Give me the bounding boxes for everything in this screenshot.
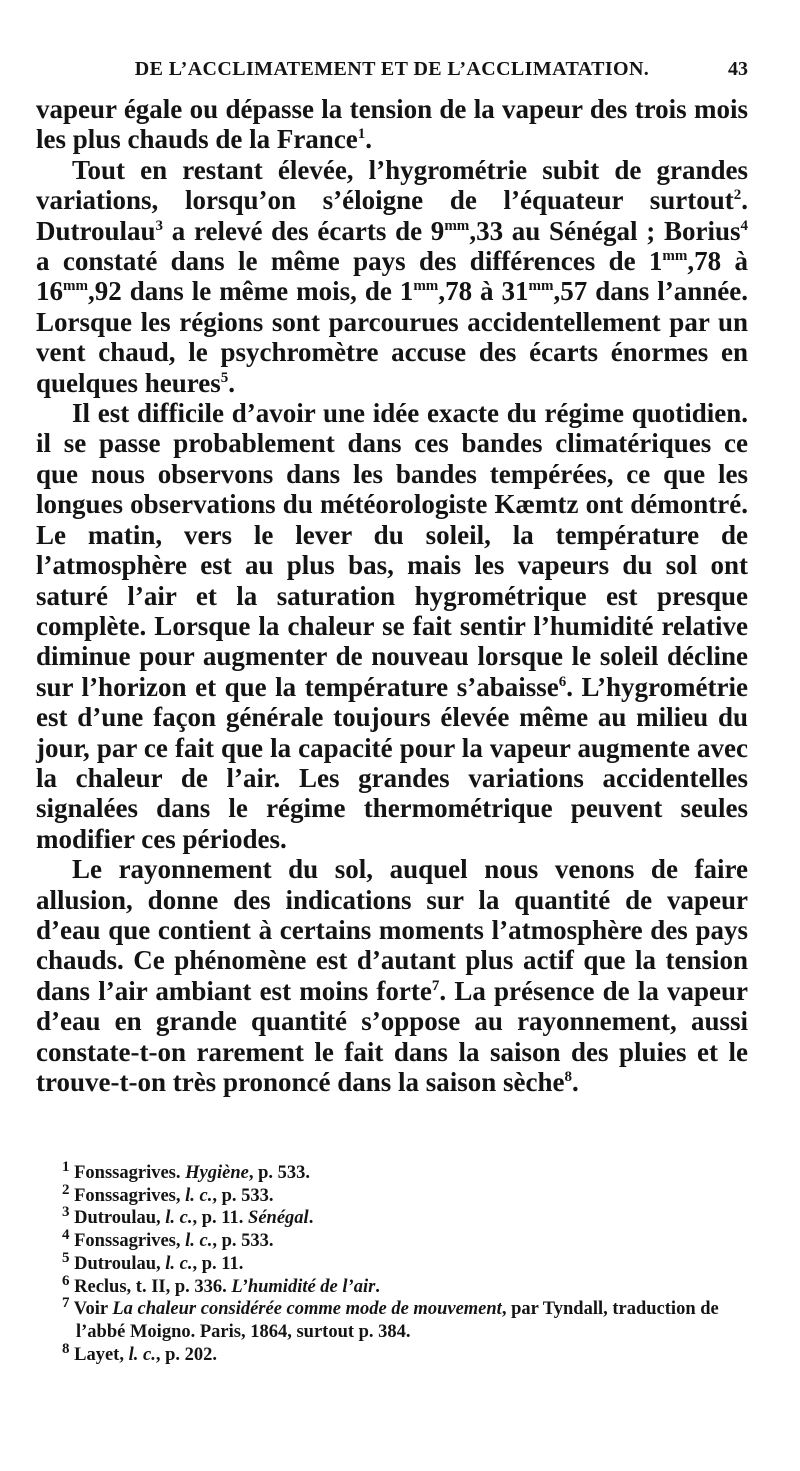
text-run: Il est difficile d’avoir une idée exacte du régime quotidien. il se passe probablement dans ces bandes climatériques ce que nous observons dans les bandes tempérées, ce que les longues observations du météorologiste Kæmtz ont démontré. Le matin, vers le lever du soleil, la température de l’atmosphère est au plus bas, mais les vapeurs du sol ont saturé l’air et la saturation hygrométrique est presque complète. Lorsque la chaleur se fait sentir l’humidité relative diminue pour augmenter de nouveau lorsque le soleil décline sur l’horizon et que la température s’abaisse	[36, 398, 748, 702]
footnote	[36, 1226, 748, 1253]
text-run: Le rayonnement du sol, auquel nous venons de faire allusion, donne des indications sur la quantité de vapeur d’eau que contient à certains moments l’atmosphère des pays chauds. Ce phénomène est d’autant plus actif que la tension dans l’air ambiant est moins forte	[36, 854, 748, 1006]
footnote	[36, 1340, 748, 1367]
paragraph	[36, 94, 748, 155]
text-run: Reclus, t. II, p. 336.	[69, 1276, 232, 1297]
text-run: , p. 533.	[212, 1231, 274, 1252]
paragraph	[36, 155, 748, 398]
italic-text: l. c.	[128, 1344, 156, 1365]
main-text	[36, 94, 748, 1097]
text-run: .	[572, 1067, 579, 1097]
footnote-marker: 7	[431, 977, 440, 994]
text-run: Fonssagrives,	[69, 1185, 186, 1206]
italic-text: Sénégal	[248, 1208, 309, 1229]
footnote-marker: 1	[357, 126, 366, 143]
footnote-marker: 3	[62, 1204, 70, 1221]
running-header	[36, 58, 748, 88]
footnote-marker: mm	[662, 248, 688, 265]
footnotes	[36, 1158, 748, 1366]
text-run: Fonssagrives.	[69, 1163, 186, 1183]
footnote-marker: 2	[62, 1181, 70, 1198]
footnote-marker: 5	[220, 369, 229, 386]
footnote-marker: mm	[413, 278, 439, 295]
text-run: .	[228, 367, 236, 398]
text-run: , p. 533.	[212, 1185, 274, 1206]
text-run: . La présence de la vapeur d’eau en grande quantité s’oppose au rayonnement, aussi constate-t-on rarement le fait dans la saison des pluies et le trouve-t-on très prononcé dans la saison sèche	[36, 975, 748, 1097]
footnote-marker: 6	[62, 1272, 70, 1289]
footnote-marker: mm	[444, 217, 470, 234]
footnote-marker: 5	[62, 1249, 70, 1266]
text-run: , p. 533.	[248, 1163, 310, 1183]
text-run: ,78 à 31	[438, 276, 529, 307]
italic-text: Hygiène	[185, 1163, 249, 1183]
footnote-marker: 7	[62, 1295, 70, 1312]
text-run: , p. 11.	[192, 1253, 244, 1274]
footnote-marker: 3	[155, 217, 164, 234]
text-run: vapeur égale ou dépasse la tension de la vapeur des trois mois les plus chauds de la France	[36, 94, 748, 155]
footnote	[36, 1272, 748, 1299]
text-run: Tout en restant élevée, l’hygrométrie subit de grandes variations, lorsqu’on s’éloigne de l’équateur surtout	[36, 154, 748, 216]
text-run: .	[308, 1208, 314, 1229]
footnote	[36, 1181, 748, 1208]
text-run: . Dutroulau	[36, 185, 748, 246]
text-run: ,57 dans l’année. Lorsque les régions sont parcourues accidentellement par un vent chaud, le psychromètre accuse des écarts énormes en quelques heures	[36, 276, 748, 398]
text-run: . L’hygrométrie est d’une façon générale toujours élevée même au milieu du jour, par ce fait que la capacité pour la vapeur augmente avec la chaleur de l’air. Les grandes variations accidentelles signalées dans le régime thermométrique peuvent seules modifier ces périodes.	[36, 671, 748, 854]
footnote-marker: 8	[62, 1340, 70, 1357]
text-run: a relevé des écarts de 9	[163, 215, 445, 246]
text-run: ,78 à 16	[36, 246, 749, 307]
footnote	[36, 1204, 748, 1230]
text-run: Voir	[69, 1299, 113, 1320]
italic-text: l. c.	[165, 1208, 193, 1229]
text-run: a constaté dans le même pays des différences de 1	[36, 246, 663, 277]
footnote-marker: 4	[62, 1226, 70, 1243]
page-number: 43	[728, 58, 748, 80]
italic-text: L’humidité de l’air	[231, 1276, 376, 1297]
text-run: , par Tyndall, traduction de l’abbé Moigno. Paris, 1864, surtout p. 384.	[76, 1299, 719, 1342]
footnote	[36, 1249, 748, 1276]
paragraph	[36, 398, 748, 854]
text-run: Dutroulau,	[69, 1253, 166, 1274]
footnote-marker: 4	[740, 217, 748, 234]
paragraph	[36, 854, 748, 1097]
text-run: Dutroulau,	[69, 1208, 166, 1229]
footnote-marker: 6	[558, 673, 567, 690]
text-run: .	[375, 1276, 380, 1297]
text-run: , p. 202.	[155, 1344, 217, 1365]
italic-text: l. c.	[165, 1253, 193, 1274]
footnote-marker: mm	[63, 278, 88, 295]
text-run: Layet,	[69, 1344, 129, 1365]
footnote	[36, 1158, 748, 1185]
running-title: DE L’ACCLIMATEMENT ET DE L’ACCLIMATATION.	[134, 58, 650, 80]
footnote-marker: mm	[528, 278, 554, 295]
text-run: ,33 au Sénégal ; Borius	[469, 215, 741, 246]
italic-text: La chaleur considérée comme mode de mouvement	[112, 1299, 502, 1320]
footnote-marker: 2	[733, 187, 742, 204]
text-run: .	[365, 124, 373, 155]
italic-text: l. c.	[185, 1185, 213, 1206]
text-run: ,92 dans le même mois, de 1	[88, 276, 414, 307]
footnote-marker: 8	[564, 1069, 573, 1085]
footnote	[36, 1295, 748, 1343]
footnote-marker: 1	[62, 1158, 70, 1175]
text-run: , p. 11.	[192, 1208, 249, 1229]
text-run: Fonssagrives,	[69, 1231, 186, 1252]
italic-text: l. c.	[185, 1231, 213, 1252]
